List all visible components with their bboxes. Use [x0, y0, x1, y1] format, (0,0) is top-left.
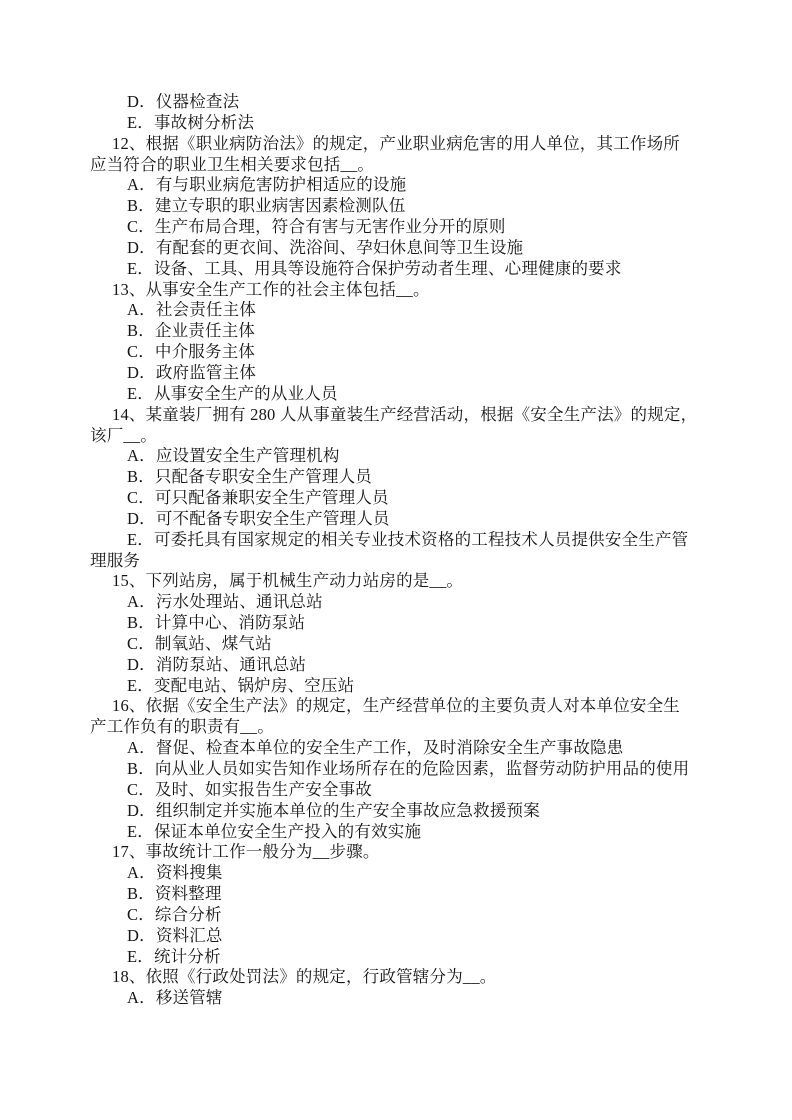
option-line: D．仪器检查法 [127, 92, 240, 111]
option-line: B．建立专职的职业病害因素检测队伍 [127, 196, 406, 216]
continuation-line: 该厂__。 [90, 425, 157, 445]
option-line: B．资料整理 [127, 884, 222, 904]
question-list [0, 92, 792, 1009]
question-line: 13、从事安全生产工作的社会主体包括__。 [112, 279, 430, 299]
option-line: A．移送管辖 [127, 988, 223, 1008]
question-line: 18、依照《行政处罚法》的规定，行政管辖分为__。 [112, 967, 497, 987]
option-line: E．保证本单位安全生产投入的有效实施 [127, 821, 422, 841]
option-line: A．督促、检查本单位的安全生产工作，及时消除安全生产事故隐患 [127, 738, 624, 758]
question-line: 16、依据《安全生产法》的规定，生产经营单位的主要负责人对本单位安全生 [112, 696, 680, 716]
option-line: C．制氧站、煤气站 [127, 633, 272, 653]
option-line: A．资料搜集 [127, 863, 223, 883]
option-line: E．可委托具有国家规定的相关专业技术资格的工程技术人员提供安全生产管 [127, 529, 689, 549]
option-line: D．消防泵站、通讯总站 [127, 654, 307, 674]
option-line: E．变配电站、锅炉房、空压站 [127, 675, 355, 695]
question-line: 14、某童装厂拥有 280 人从事童装生产经营活动，根据《安全生产法》的规定， [112, 404, 698, 424]
option-line: B．企业责任主体 [127, 321, 256, 341]
question-line: 12、根据《职业病防治法》的规定，产业职业病危害的用人单位，其工作场所 [112, 133, 680, 153]
option-line: C．中介服务主体 [127, 342, 256, 362]
continuation-line: 产工作负有的职责有__。 [90, 717, 274, 737]
option-line: B．计算中心、消防泵站 [127, 613, 306, 633]
option-line: A．有与职业病危害防护相适应的设施 [127, 175, 407, 195]
question-line: 15、下列站房，属于机械生产动力站房的是__。 [112, 571, 464, 591]
option-line: B．向从业人员如实告知作业场所存在的危险因素，监督劳动防护用品的使用 [127, 759, 690, 778]
option-line: A．污水处理站、通讯总站 [127, 592, 323, 612]
option-line: C．可只配备兼职安全生产管理人员 [127, 488, 389, 508]
option-line: C．综合分析 [127, 904, 222, 924]
option-line: E．事故树分析法 [127, 112, 255, 132]
option-line: C．生产布局合理，符合有害与无害作业分开的原则 [127, 217, 506, 237]
option-line: D．政府监管主体 [127, 362, 257, 382]
option-line: A．社会责任主体 [127, 300, 257, 320]
option-line: D．资料汇总 [127, 925, 223, 945]
option-line: C．及时、如实报告生产安全事故 [127, 779, 373, 799]
option-line: E．统计分析 [127, 946, 221, 966]
option-line: D．有配套的更衣间、洗浴间、孕妇休息间等卫生设施 [127, 237, 524, 257]
option-line: B．只配备专职安全生产管理人员 [127, 467, 373, 487]
option-line: D．组织制定并实施本单位的生产安全事故应急救援预案 [127, 800, 540, 820]
option-line: E．设备、工具、用具等设施符合保护劳动者生理、心理健康的要求 [127, 258, 622, 278]
continuation-line: 应当符合的职业卫生相关要求包括__。 [90, 154, 375, 174]
option-line: A．应设置安全生产管理机构 [127, 446, 340, 466]
option-line: E．从事安全生产的从业人员 [127, 383, 338, 403]
option-line: D．可不配备专职安全生产管理人员 [127, 508, 390, 528]
question-line: 17、事故统计工作一般分为__步骤。 [112, 842, 380, 862]
continuation-line: 理服务 [90, 550, 141, 570]
